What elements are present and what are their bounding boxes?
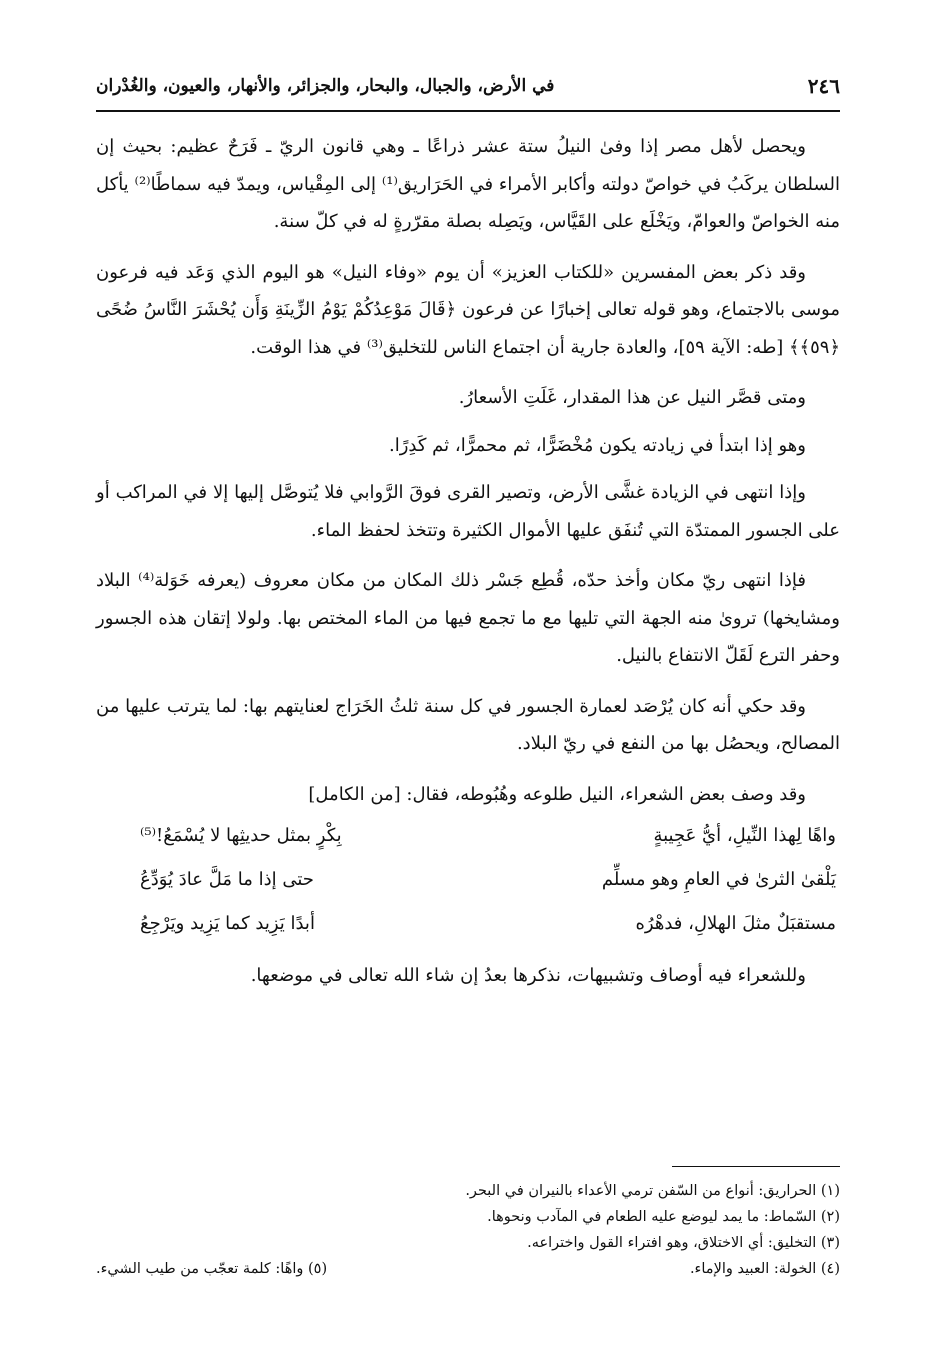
running-title: في الأرض، والجبال، والبحار، والجزائر، والأنهار، والعيون، والغُدْران [96, 76, 555, 96]
paragraph-shortfall: ومتى قصَّر النيل عن هذا المقدار، غَلَتِ الأسعارُ. [458, 387, 806, 408]
footnote-4: (٤) الخولة: العبيد والإماء. [689, 1261, 840, 1277]
footnote-5: (٥) واهًا: كلمة تعجّب من طيب الشيء. [96, 1261, 328, 1277]
paragraph-flood-peak: وإذا انتهى في الزيادة غشَّى الأرض، وتصير القرى فوقَ الرَّوابي فلا يُتوصَّل إليها إلا في المراكب أو على الجسور الممتدّة التي تُنفَق عليها الأموال الكثيرة وتتخذ لحفظ الماء. [96, 482, 840, 541]
verse-second-hemistich: بِكْرٍ بمثل حديثِها لا يُسْمَعُ!⁽⁵⁾ [140, 825, 342, 846]
paragraph-wafa-al-nil: وقد ذكر بعض المفسرين «للكتاب العزيز» أن يوم «وفاء النيل» هو اليوم الذي وَعَد فيه فرعون موسى بالاجتماع، وهو قوله تعالى إخبارًا عن فرعون ﴿قَالَ مَوْعِدُكُمْ يَوْمُ الزِّينَةِ وَأَن يُحْشَرَ النَّاسُ ضُحًى ﴿٥٩﴾﴾ [طه: الآية ٥٩]، والعادة جارية أن اجتماع الناس للتخليق⁽³⁾ في هذا الوقت. [96, 261, 840, 358]
footnotes [96, 1178, 840, 1282]
footnote-1: (١) الحراريق: أنواع من السّفن ترمي الأعداء بالنيران في البحر. [465, 1183, 840, 1199]
poem [96, 776, 840, 950]
paragraph-colors: وهو إذا ابتدأ في زيادته يكون مُخْضَرًّا، ثم محمرًّا، ثم كَدِرًا. [389, 434, 806, 456]
footnote-3: (٣) التخليق: أي الاختلاق، وهو افتراء القول واختراعه. [527, 1235, 840, 1251]
paragraph-nile-flood-celebration: ويحصل لأهل مصر إذا وفىٰ النيلُ ستة عشر ذراعًا ـ وهي قانون الريّ ـ فَرَحٌ عظيم: بحيث إن السلطان يركَبُ في خواصّ دولته وأكابر الأمراء في الحَرَاريق⁽¹⁾ إلى المِقْياس، ويمدّ فيه سماطًا⁽²⁾ يأكل منه الخواصّ والعوامّ، ويَخْلَع على القَيَّاس، ويَصِله بصلة مقرّرةٍ له في كلّ سنة. [96, 136, 840, 232]
page-number: ٢٤٦ [807, 74, 840, 98]
verse-second-hemistich: حتى إذا ما مَلَّ عادَ يُوَدِّعُ [140, 869, 314, 890]
verse-line [96, 861, 840, 905]
verse-line [96, 817, 840, 861]
paragraph-kharaj: وقد حكي أنه كان يُرْصَد لعمارة الجسور في كل سنة ثلثُ الخَرَاج لعنايتهم بها: لما يترتب عليها من المصالح، ويحصُل بها من النفع في ريّ البلاد. [96, 695, 840, 754]
verse-first-hemistich: مستقبَلٌ مثلَ الهلالِ، فدهْرُه [635, 913, 836, 934]
verse-line [96, 905, 840, 949]
footnote-row [96, 1256, 840, 1282]
header-rule [96, 110, 840, 112]
verse-first-hemistich: يَلْقىٰ الثرىٰ في العامِ وهو مسلِّم [601, 869, 836, 890]
poem-intro: وقد وصف بعض الشعراء، النيل طلوعه وهُبُوطه، فقال: [من الكامل] [308, 783, 806, 805]
footnote-2: (٢) السّماط: ما يمد ليوضع عليه الطعام في المآدب ونحوها. [487, 1209, 840, 1225]
footnote-separator [672, 1166, 840, 1167]
page-header [96, 66, 840, 106]
closing-paragraph: وللشعراء فيه أوصاف وتشبيهات، نذكرها بعدُ إن شاء الله تعالى في موضعها. [250, 965, 806, 986]
verse-first-hemistich: واهًا لِهذا النِّيلِ، أيُّ عَجِيبةٍ [653, 825, 836, 846]
paragraph-dam-cutting: فإذا انتهى ريّ مكان وأخذ حدّه، قُطِع جَسْر ذلك المكان من مكان معروف (يعرفه خَوَلة⁽⁴⁾ البلاد ومشايخها) ترویٰ منه الجهة التي تليها مع ما تجمع فيها من الماء المختص بها. ولولا إتقان هذه الجسور وحفر الترع لَقَلّ الانتفاع بالنيل. [96, 570, 840, 666]
main-text [96, 128, 840, 995]
verse-second-hemistich: أبدًا يَزِيد كما يَزِيد ويَرْجِعُ [140, 913, 315, 934]
